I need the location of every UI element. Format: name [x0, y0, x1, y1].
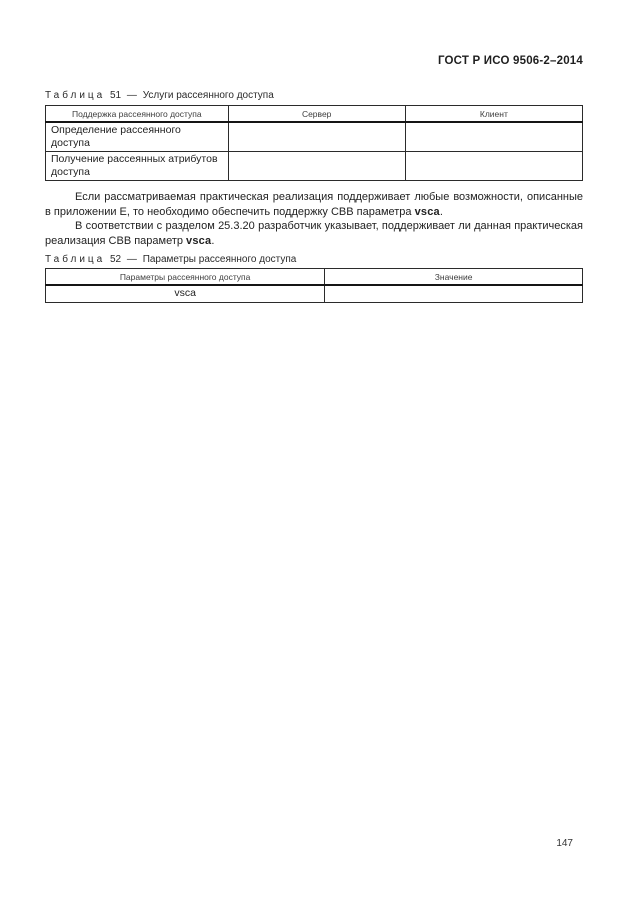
- table-caption-label: Таблица: [45, 254, 106, 265]
- table-cell-server: [228, 122, 405, 152]
- table-cell-service: Получение рассеянных атрибутов доступа: [46, 152, 229, 181]
- table-cell-service: Определение рассеянного доступа: [46, 122, 229, 152]
- paragraph-2-bold-term: vsca: [186, 234, 212, 247]
- page-content: [45, 0, 583, 303]
- running-header: ГОСТ Р ИСО 9506-2–2014: [437, 55, 583, 67]
- table-caption-label: Таблица: [45, 90, 106, 101]
- paragraph-1: [45, 190, 583, 219]
- table-row: [46, 285, 583, 302]
- table-cell-client: [405, 152, 582, 181]
- column-header-value: Значение: [325, 269, 583, 286]
- table-row: [46, 152, 583, 181]
- paragraph-2-text: В соответствии с разделом 25.3.20 разработчик указывает, поддерживает ли данная практическая реализация СВВ параметр: [45, 220, 583, 247]
- column-header-support: Поддержка рассеянного доступа: [46, 106, 229, 123]
- paragraph-2: [45, 219, 583, 248]
- column-header-server: Сервер: [228, 106, 405, 123]
- table-caption-number: 51: [110, 90, 122, 101]
- paragraph-2-tail: .: [211, 234, 215, 247]
- table-cell-parameter: vsca: [46, 285, 325, 302]
- table-cell-value: [325, 285, 583, 302]
- table-cell-client: [405, 122, 582, 152]
- table-52-caption: [45, 254, 583, 265]
- paragraph-1-tail: .: [439, 205, 443, 218]
- page-number: 147: [556, 838, 573, 849]
- table-caption-dash: —: [126, 254, 137, 265]
- table-cell-server: [228, 152, 405, 181]
- column-header-client: Клиент: [405, 106, 582, 123]
- table-52: [45, 268, 583, 303]
- table-header-row: [46, 269, 583, 286]
- table-header-row: [46, 106, 583, 123]
- column-header-parameters: Параметры рассеянного доступа: [46, 269, 325, 286]
- table-51: [45, 105, 583, 181]
- table-caption-number: 52: [110, 254, 122, 265]
- table-row: [46, 122, 583, 152]
- table-51-caption: [45, 90, 583, 101]
- table-caption-title: Параметры рассеянного доступа: [142, 254, 297, 265]
- table-caption-dash: —: [126, 90, 137, 101]
- table-caption-title: Услуги рассеянного доступа: [142, 90, 274, 101]
- paragraph-1-text: Если рассматриваемая практическая реализация поддерживает любые возможности, описанные в приложении Е, то необходимо обеспечить поддержку СВВ параметра: [45, 191, 583, 218]
- paragraph-1-bold-term: vsca: [414, 205, 440, 218]
